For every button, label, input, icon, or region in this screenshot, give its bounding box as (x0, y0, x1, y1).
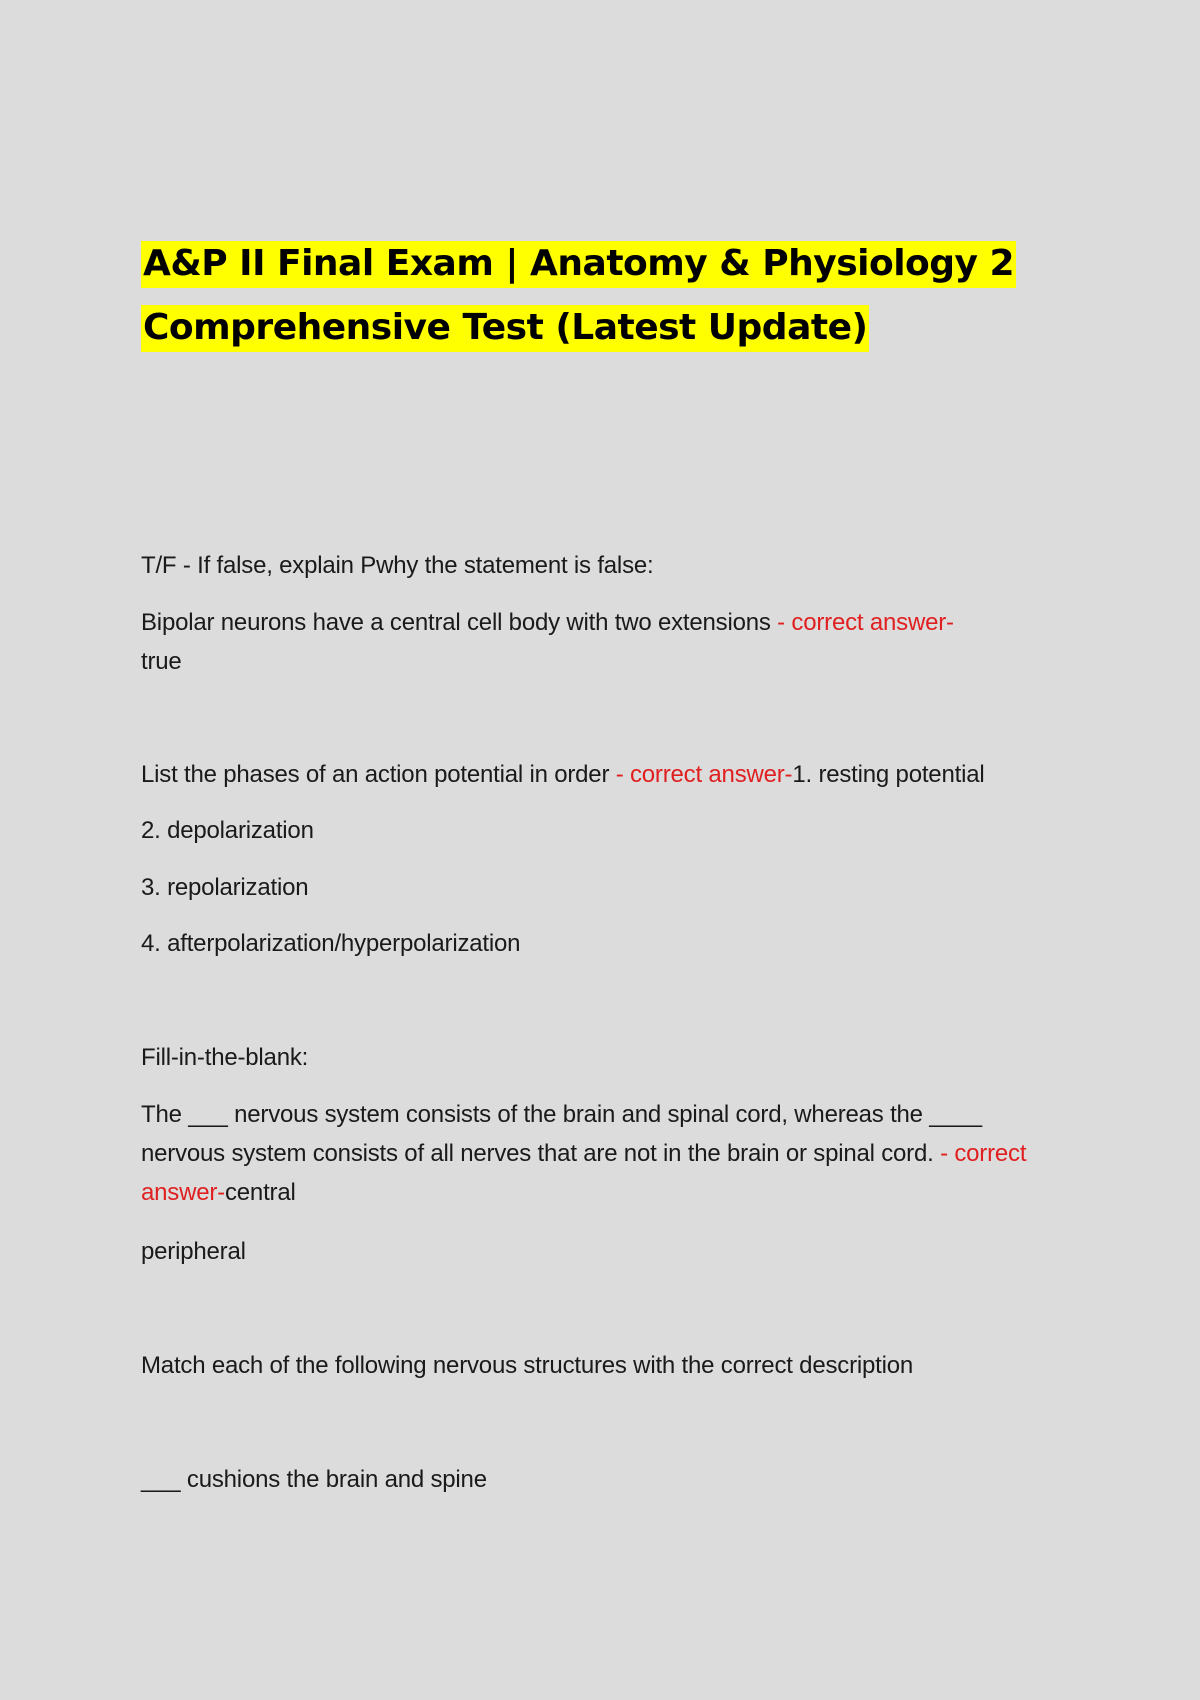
q2-answer-1: 1. resting potential (792, 761, 985, 788)
q2-answer-3: 3. repolarization (141, 874, 309, 901)
q4-item-1: ___ cushions the brain and spine (141, 1466, 487, 1493)
q1-answer-marker: - correct answer- (777, 609, 954, 636)
q1-answer: true (141, 648, 182, 675)
q3-instruction: Fill-in-the-blank: (141, 1044, 309, 1071)
q3-answer-2: peripheral (141, 1238, 246, 1265)
page-title (141, 232, 1141, 360)
q2-question-text: List the phases of an action potential in order (141, 761, 616, 788)
q3-answer-marker-dash: - (940, 1140, 948, 1167)
q2-answer-2: 2. depolarization (141, 817, 314, 844)
q3-answer-1: central (224, 1179, 296, 1206)
q3-answer-marker-label: correct answer- (141, 1140, 1027, 1206)
q1-question (141, 603, 1081, 681)
q2-answer-4: 4. afterpolarization/hyperpolarization (141, 930, 521, 957)
q3-question (141, 1095, 1041, 1212)
q2-answer-marker: - correct answer- (615, 761, 793, 788)
q4-instruction: Match each of the following nervous structures with the correct description (141, 1352, 914, 1379)
q1-instruction: T/F - If false, explain Pwhy the statement is false: (141, 552, 654, 579)
title-line-2: Comprehensive Test (Latest Update) (141, 305, 869, 352)
q3-question-text: The ___ nervous system consists of the brain and spinal cord, whereas the ____ nervous system consists of all nerves that are not in the brain or spinal cord. (141, 1101, 982, 1167)
title-line-1: A&P II Final Exam | Anatomy & Physiology 2 (141, 241, 1016, 288)
q1-question-text: Bipolar neurons have a central cell body with two extensions (141, 609, 778, 636)
q2-question (141, 755, 1081, 794)
